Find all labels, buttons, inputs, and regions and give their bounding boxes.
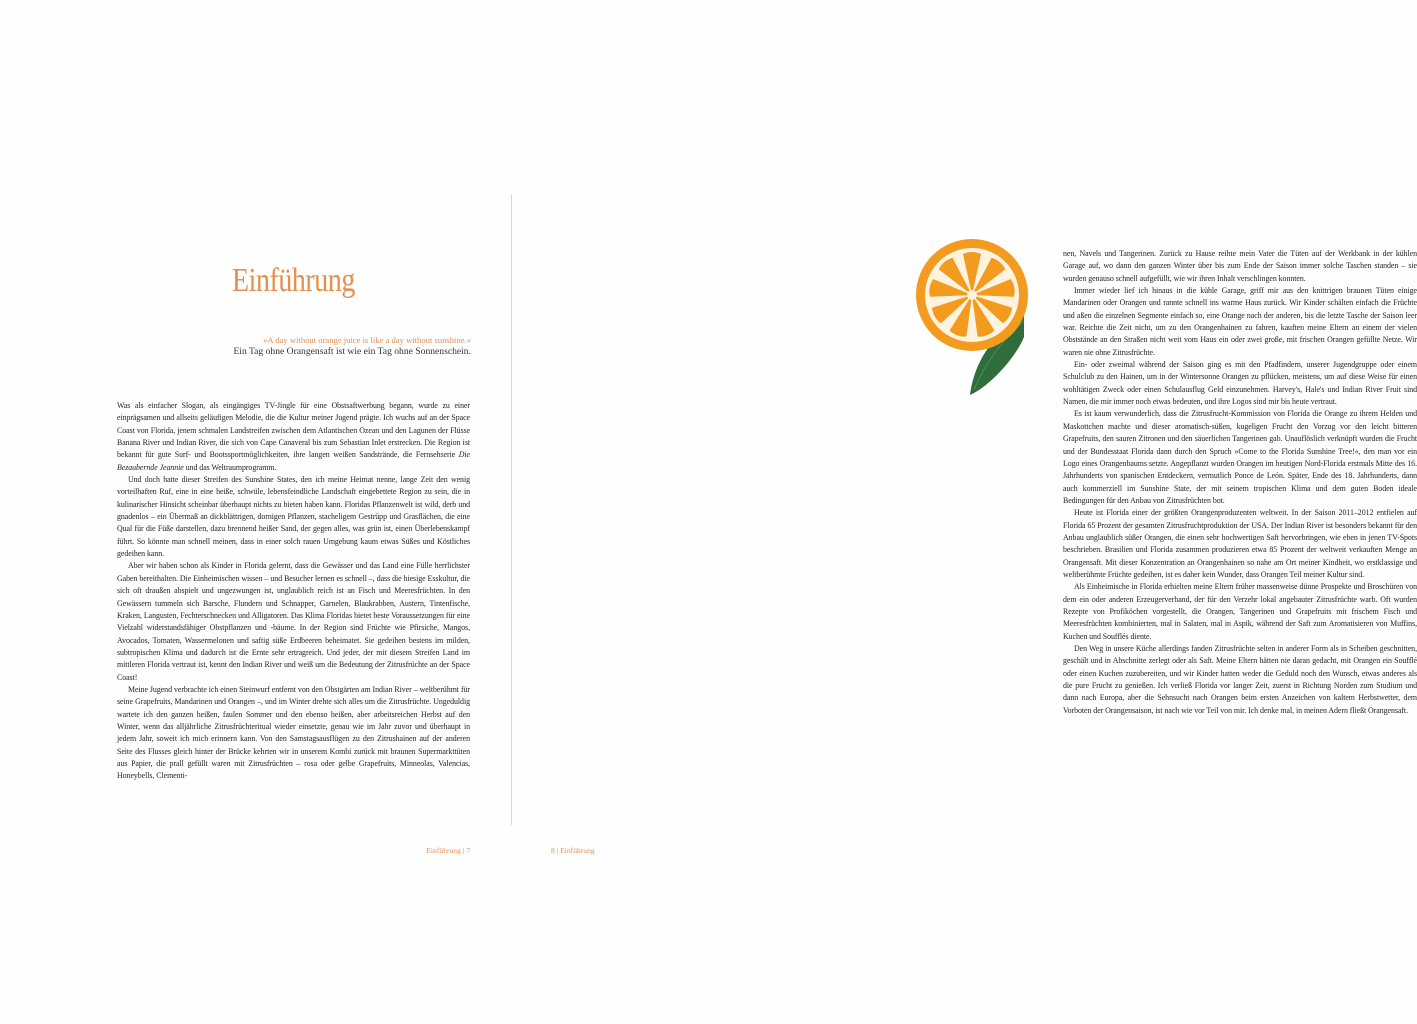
right-page <box>512 0 1417 1024</box>
body-paragraph: Meine Jugend verbrachte ich einen Steinwurf entfernt von den Obstgärten am Indian River – weltberühmt für seine Grapefruits, Mandarinen und Orangen –, und im Winter drehte sich alles um die Zitrusfrüchte. Ungeduldig wartete ich den ganzen heißen, faulen Sommer und den ebenso heißen, aber arbeitsreichen Herbst auf den Winter, wenn das alljährliche Zitrusfrüchteritual wieder einsetzte, genau wie im Jahr zuvor und überhaupt in jedem Jahr, soweit ich mich erinnern kann. Von den Samstagsausflügen zu den Zitrushainen auf der anderen Seite des Flusses gleich hinter der Brücke kehrten wir in unserem Kombi zurück mit braunen Supermarkttüten aus Papier, die prall gefüllt waren mit Zitrusfrüchten – rosa oder gelbe Grapefruits, Minneolas, Valencias, Honeybells, Clementi- <box>117 684 470 781</box>
body-paragraph: Und doch hatte dieser Streifen des Sunshine States, den ich meine Heimat nenne, lange Zeit den wenig vorteilhaften Ruf, eine in eine heiße, schwüle, lebensfeindliche Landschaft eingebettete Region zu sein, die in kulinarischer Hinsicht scheinbar überhaupt nichts zu bieten haben kann. Floridas Pflanzenwelt ist wild, derb und gnadenlos – ein Übermaß an dickblättrigen, dornigen Pflanzen, stacheligem Gestrüpp und Grasflächen, die eine Qual für die Füße darstellen, dazu brennend heißer Sand, der gegen alles, was grün ist, einen Überlebenskampf führt. So könnte man schnell meinen, dass in einer solch rauen Umgebung kaum etwas Süßes und Köstliches gedeihen kann. <box>117 475 470 559</box>
body-paragraph: nen, Navels und Tangerinen. Zurück zu Hause reihte mein Vater die Tüten auf der Werkbank in der kühlen Garage auf, wo dann den ganzen Winter über bis zum Ende der Saison immer solche Taschen standen – sie wurden genauso schnell aufgefüllt, wie wir ihren Inhalt verschlingen konnten. <box>1063 249 1417 283</box>
body-paragraph: Es ist kaum verwunderlich, dass die Zitrusfrucht-Kommission von Florida die Orange zu ihrem Helden und Maskottchen machte und dieser aromatisch-süßen, kugeligen Frucht den Vorzug vor den leicht bitteren Grapefruits, den sauren Zitronen und den säuerlichen Tangerinen gab. Unauflöslich verknüpft wurden die Frucht und der Bundesstaat Florida dann durch den Spruch »Come to the Florida Sunshine Tree!«, den man vor ein Logo eines Orangenbaums setzte. Angepflanzt wurden Orangen im heutigen Nord-Florida erstmals Mitte des 16. Jahrhunderts von spanischen Entdeckern, vermutlich Ponce de León. Später, Ende des 18. Jahrhunderts, dann auch kommerziell im Sunshine State, der mit seinem tropischen Klima und dem guten Boden ideale Bedingungen für den Anbau von Zitrusfrüchten bot. <box>1063 409 1417 505</box>
motto-german: Ein Tag ohne Orangensaft ist wie ein Tag ohne Sonnenschein. <box>233 346 471 357</box>
right-body-text <box>1063 248 1417 717</box>
motto-english: »A day without orange juice is like a day without sunshine.« <box>263 335 471 345</box>
chapter-title: Einführung <box>232 262 355 299</box>
left-page <box>0 0 512 1024</box>
page-footer-right: 8 | Einführung <box>551 846 595 855</box>
body-paragraph: Ein- oder zweimal während der Saison ging es mit den Pfadfindern, unserer Jugendgruppe oder einem Schulclub zu den Hainen, um in der Wintersonne Orangen zu pflücken, meistens, um auf diese Weise für einen wohltätigen Zweck oder einen Schulausflug Geld einzunehmen. Harvey's, Hale's und Indian River Fruit sind Namen, die mir immer noch etwas bedeuten, und ihre Logos sind mir bis heute vertraut. <box>1063 360 1417 407</box>
body-paragraph: Als Einheimische in Florida erhielten meine Eltern früher massenweise dünne Prospekte und Broschüren von dem ein oder anderen Erzeugerverband, der für den Verzehr lokal angebauter Zitrusfrüchte warb. Oft wurden Rezepte von Profiköchen vorgestellt, die Orangen, Tangerinen und Grapefruits mit frischem Fisch und Meeresfrüchten kombinierten, mal in Salaten, mal in Aspik, während der Saft zum Aromatisieren von Muffins, Kuchen und Soufflés diente. <box>1063 582 1417 641</box>
body-paragraph: Den Weg in unsere Küche allerdings fanden Zitrusfrüchte selten in anderer Form als in Scheiben geschnitten, geschält und in Abschnitte zerlegt oder als Saft. Meine Eltern hätten nie daran gedacht, mit Orangen ein Soufflé oder einen Kuchen zuzubereiten, und wir Kinder hatten weder die Geduld noch den Wunsch, etwas anderes als die pure Frucht zu genießen. Ich verließ Florida vor langer Zeit, zuerst in Richtung Norden zum Studium und dann nach Europa, aber die Sehnsucht nach Orangen beim ersten Anzeichen von kaltem Herbstwetter, dem Vorboten der Orangensaison, ist nach wie vor Teil von mir. Ich denke mal, in meinen Adern fließt Orangensaft. <box>1063 644 1417 715</box>
orange-slice-icon <box>912 235 1024 405</box>
paragraph-text-start: Was als einfacher Slogan, als eingängiges TV-Jingle für eine Obstsaftwerbung begann, wurde zu einer einprägsamen und allseits geläufigen Melodie, die die Kultur meiner Jugend prägte. Ich wuchs auf an der Space Coast von Florida, jenem schmalen Landstreifen zwischen dem Atlantischen Ozean und den Lagunen der Flüsse Banana River und Indian River, die sich von Cape Canaveral bis zum Sebastian Inlet erstrecken. Die Region ist bekannt für gute Surf- und Bootssportmöglichkeiten, ihre langen weißen Sandstrände, die Fernsehserie Die Bezaubernde Jeannie und das Weltraumprogramm. <box>117 401 470 472</box>
chapter-motto <box>41 334 471 358</box>
body-paragraph: Aber wir haben schon als Kinder in Florida gelernt, dass die Gewässer und das Land eine Fülle herrlichster Gaben bereithalten. Die Einheimischen wissen – und Besucher lernen es schnell –, dass die hiesige Esskultur, die sich oft draußen abspielt und ungezwungen ist, unglaublich reich ist an Fisch und Meeresfrüchten. In den Gewässern tummeln sich Barsche, Flundern und Schnapper, Garnelen, Blaukrabben, Austern, Tintenfische, Kraken, Langusten, Fechterschnecken und Alligatoren. Das Klima Floridas bietet beste Voraussetzungen für eine Vielzahl widerstandsfähiger Obstpflanzen und -bäume. In der Region sind Früchte wie Pfirsiche, Mangos, Avocados, Tomaten, Wassermelonen und saftig süße Erdbeeren beheimatet. Sie gedeihen bestens im milden, subtropischen Klima und dadurch ist die Ernte sehr ertragreich. Und jeder, der mit diesem Streifen Land im mittleren Florida vertraut ist, kennt den Indian River und weiß um die Bedeutung der Zitrusfrüchte an der Space Coast! <box>117 561 470 682</box>
page-footer-left: Einführung | 7 <box>426 846 470 855</box>
left-body-text <box>117 400 470 783</box>
body-paragraph: Heute ist Florida einer der größten Orangenproduzenten weltweit. In der Saison 2011–2012 entfielen auf Florida 65 Prozent der gesamten Zitrusfruchtproduktion der USA. Der Indian River ist besonders bekannt für den Anbau unglaublich süßer Orangen, die einen sehr hochwertigen Saft hervorbringen, wie eben in jenen TV-Spots beschrieben. Brasilien und Florida zusammen produzieren etwa 85 Prozent der weltweit verkauften Menge an Orangensaft. Mit dieser Konzentration an Orangenhainen so nahe am Ort meiner Kindheit, wo erstklassige und weltberühmte Früchte gedeihen, ist es daher kein Wunder, dass Orangen Teil meiner Kultur sind. <box>1063 508 1417 579</box>
body-paragraph: Immer wieder lief ich hinaus in die kühle Garage, griff mir aus den knittrigen braunen Tüten einige Mandarinen oder Orangen und rannte schnell ins warme Haus zurück. Wir Kinder schälten einfach die Früchte und aßen die einzelnen Segmente einfach so, eine Orange nach der anderen, bis die letzte Tasche der Saison leer war. Reichte die Zeit nicht, um zu den Orangenhainen zu fahren, kauften meine Eltern an einem der vielen Obststände an den Straßen nicht weit vom Haus ein oder zwei große, mit frischen Orangen gefüllte Netze. Wir waren nie ohne Zitrusfrüchte. <box>1063 286 1417 357</box>
body-paragraph <box>117 400 470 474</box>
